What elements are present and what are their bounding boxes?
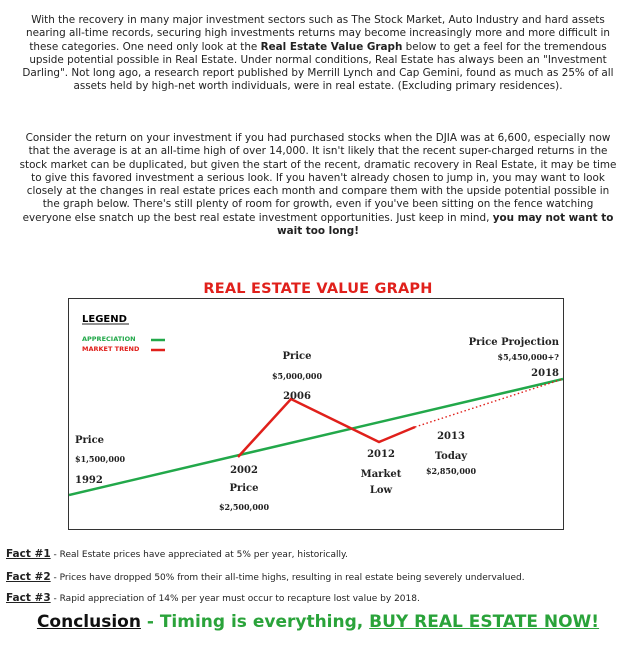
label-2013-value: $2,850,000	[425, 466, 477, 476]
label-2012-market: Market	[360, 469, 402, 480]
legend-appreciation-label: APPRECIATION	[82, 335, 136, 343]
label-1992-price: Price	[75, 435, 105, 446]
fact-1-label: Fact #1	[6, 548, 51, 560]
fact-1-text: - Real Estate prices have appreciated at 5% per year, historically.	[50, 550, 348, 560]
legend-market-trend-label: MARKET TREND	[82, 345, 140, 353]
intro-paragraph-1	[18, 14, 618, 94]
fact-2-text: - Prices have dropped 50% from their all-time highs, resulting in real estate being severely undervalued.	[50, 573, 525, 583]
fact-2-label: Fact #2	[6, 571, 51, 583]
label-2002-year: 2002	[230, 465, 258, 476]
graph-box	[68, 298, 564, 530]
label-2012-low: Low	[369, 485, 393, 496]
conclusion-cta: BUY REAL ESTATE NOW!	[369, 612, 600, 632]
appreciation-line	[69, 379, 563, 495]
label-2013-year: 2013	[437, 431, 465, 442]
label-2002-price: Price	[229, 483, 259, 494]
legend-title: LEGEND	[82, 314, 127, 325]
label-projection-title: Price Projection	[468, 337, 559, 348]
conclusion	[0, 612, 636, 632]
graph-title: REAL ESTATE VALUE GRAPH	[203, 281, 433, 297]
p1-text-b: below to get a feel for the tremendous upside potential possible in Real Estate. Under normal conditions, Real Estate has always been an "Investment Darling". Not long ago, a research report published by Merrill Lynch and Cap Gemini, found as much as 25% of all assets held by high-net worth individuals, were in real estate. (Excluding primary residences).	[22, 40, 614, 93]
p1-text-a: With the recovery in many major investment sectors such as The Stock Market, Auto Industry and hard assets nearing all-time records, securing high investments returns may become increasingly more and more difficult in these categories. One need only look at the	[26, 14, 610, 53]
fact-3	[6, 592, 420, 604]
fact-2	[6, 571, 525, 583]
label-1992-value: $1,500,000	[75, 454, 126, 464]
conclusion-label: Conclusion	[36, 612, 141, 632]
p2-text: Consider the return on your investment if you had purchased stocks when the DJIA was at 6,600, especially now that the average is at an all-time high of over 14,000. It isn't likely that the recent super-charged returns in the stock market can be duplicated, but given the start of the recent, dramatic recovery in Real Estate, it may be time to give this favored investment a serious look. If you haven't already chosen to jump in, you may want to look closely at the changes in real estate prices each month and compare them with the upside potential possible in the graph below. There's still plenty of room for growth, even if you've been sitting on the fence watching everyone else snatch up the best real estate investment opportunities. Just keep in mind,	[19, 132, 617, 224]
label-2006-year: 2006	[283, 391, 311, 402]
fact-3-label: Fact #3	[6, 592, 51, 604]
p2-bold: you may not want to wait too long!	[277, 211, 614, 238]
label-2006-value: $5,000,000	[271, 371, 323, 381]
label-projection-value: $5,450,000+?	[497, 352, 559, 362]
label-1992-year: 1992	[75, 475, 103, 486]
label-2002-value: $2,500,000	[218, 502, 270, 512]
label-2013-today: Today	[434, 451, 468, 462]
label-2012-year: 2012	[367, 449, 395, 460]
p1-bold: Real Estate Value Graph	[260, 40, 403, 53]
label-2006-price: Price	[282, 351, 312, 362]
intro-paragraph-2	[18, 132, 618, 238]
projection-line	[415, 379, 563, 427]
conclusion-text: - Timing is everything,	[140, 612, 370, 632]
fact-3-text: - Rapid appreciation of 14% per year must occur to recapture lost value by 2018.	[50, 594, 420, 604]
graph-svg	[69, 299, 563, 529]
label-projection-year: 2018	[531, 368, 559, 379]
fact-1	[6, 548, 348, 560]
